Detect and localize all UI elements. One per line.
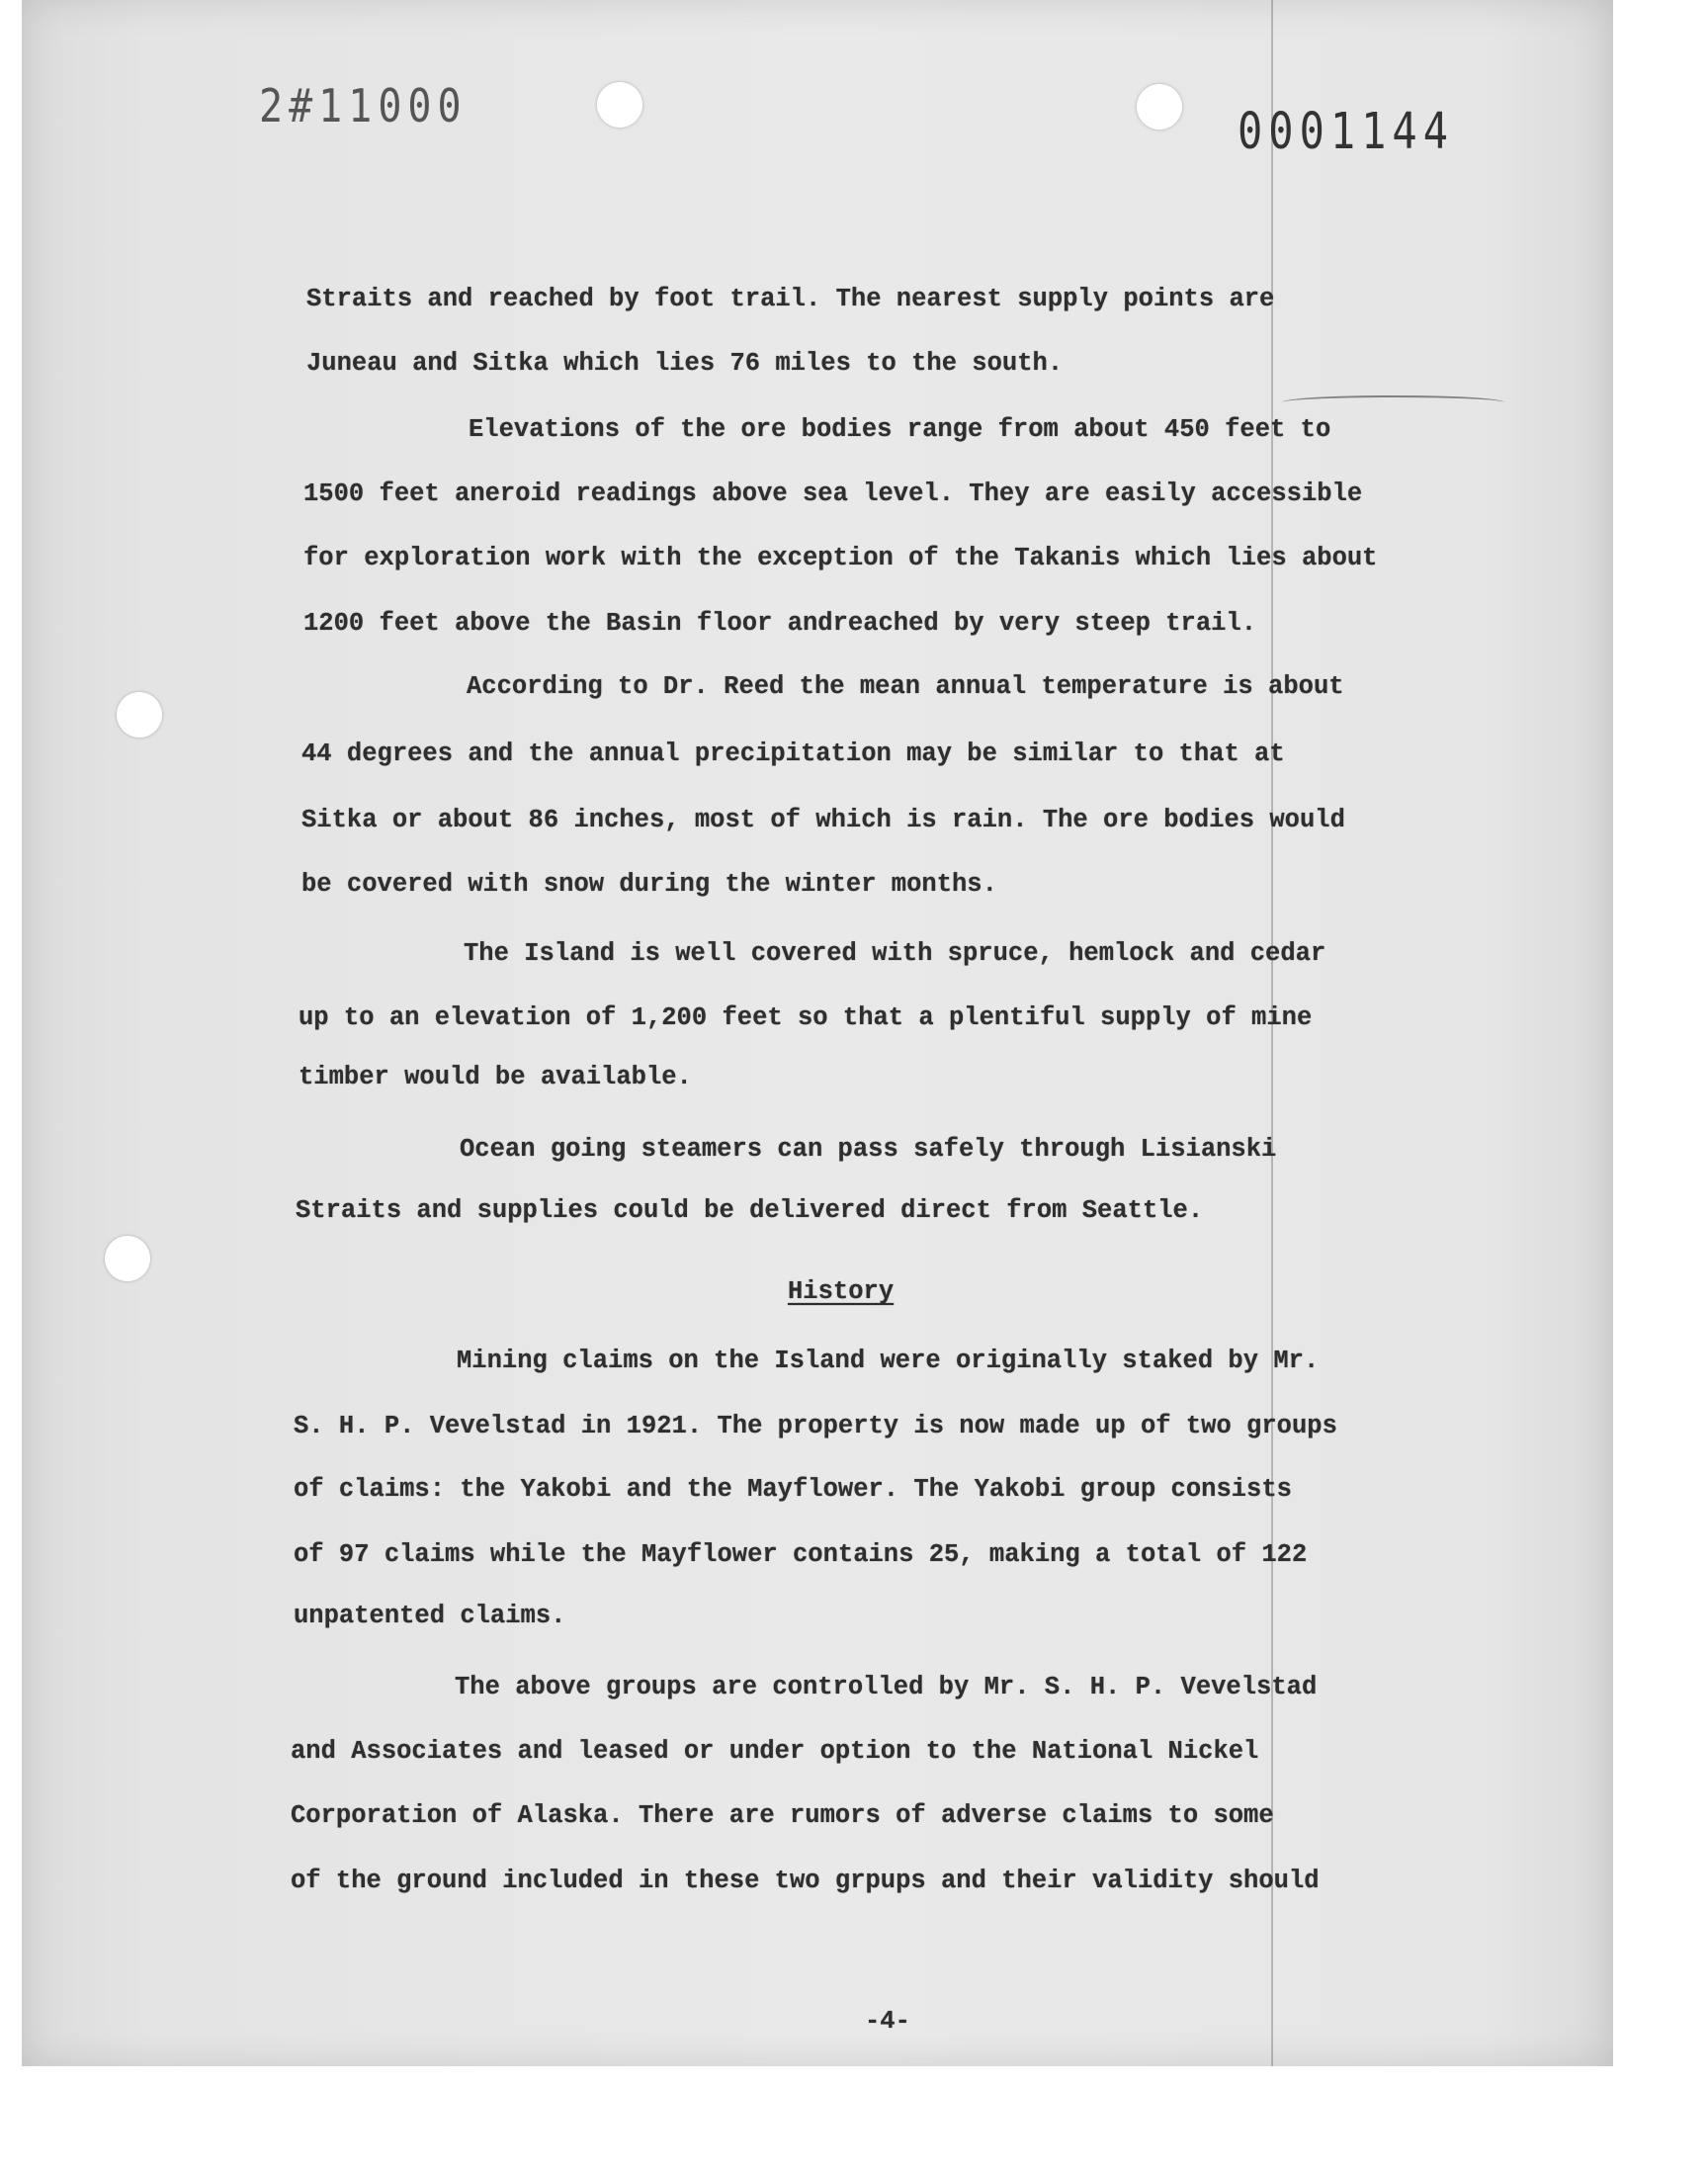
text-line: Sitka or about 86 inches, most of which is rain. The ore bodies would	[301, 806, 1345, 834]
punch-hole	[117, 692, 162, 738]
text-line: 44 degrees and the annual precipitation may be similar to that at	[301, 740, 1285, 768]
text-line: Ocean going steamers can pass safely through Lisianski	[460, 1135, 1277, 1164]
text-line: Straits and supplies could be delivered direct from Seattle.	[296, 1196, 1204, 1225]
punch-hole	[1137, 84, 1182, 130]
text-line: timber would be available.	[299, 1063, 692, 1091]
text-line: Elevations of the ore bodies range from about 450 feet to	[469, 415, 1331, 444]
text-line: of 97 claims while the Mayflower contains 25, making a total of 122	[294, 1540, 1308, 1569]
punch-hole	[597, 82, 642, 128]
text-line: be covered with snow during the winter months.	[301, 870, 997, 899]
text-line: Mining claims on the Island were originally staked by Mr.	[457, 1347, 1320, 1375]
text-line: and Associates and leased or under option to the National Nickel	[291, 1737, 1259, 1766]
document-stamp-right: 0001144	[1238, 102, 1455, 160]
text-line: of claims: the Yakobi and the Mayflower. The Yakobi group consists	[294, 1475, 1292, 1504]
text-line: The above groups are controlled by Mr. S. H. P. Vevelstad	[455, 1673, 1318, 1701]
document-stamp-left: 2#11000	[259, 80, 468, 133]
document-page	[22, 0, 1613, 2066]
text-line: Juneau and Sitka which lies 76 miles to the south.	[306, 349, 1064, 378]
text-line: up to an elevation of 1,200 feet so that a plentiful supply of mine	[299, 1003, 1313, 1032]
punch-hole	[105, 1236, 150, 1281]
text-line: Corporation of Alaska. There are rumors of adverse claims to some	[291, 1801, 1274, 1830]
text-line: According to Dr. Reed the mean annual temperature is about	[467, 672, 1344, 701]
text-line: unpatented claims.	[294, 1602, 566, 1630]
text-line: Straits and reached by foot trail. The nearest supply points are	[306, 285, 1275, 313]
text-line: of the ground included in these two grpups and their validity should	[291, 1867, 1320, 1895]
section-heading-history: History	[788, 1277, 895, 1306]
text-line: 1200 feet above the Basin floor andreached by very steep trail.	[303, 609, 1257, 638]
pencil-mark	[1282, 395, 1504, 409]
text-line: 1500 feet aneroid readings above sea level. They are easily accessible	[303, 479, 1363, 508]
text-line: S. H. P. Vevelstad in 1921. The property is now made up of two groups	[294, 1412, 1337, 1440]
text-line: for exploration work with the exception of the Takanis which lies about	[303, 544, 1378, 572]
page-number: -4-	[865, 2007, 910, 2036]
text-line: The Island is well covered with spruce, hemlock and cedar	[464, 939, 1326, 968]
